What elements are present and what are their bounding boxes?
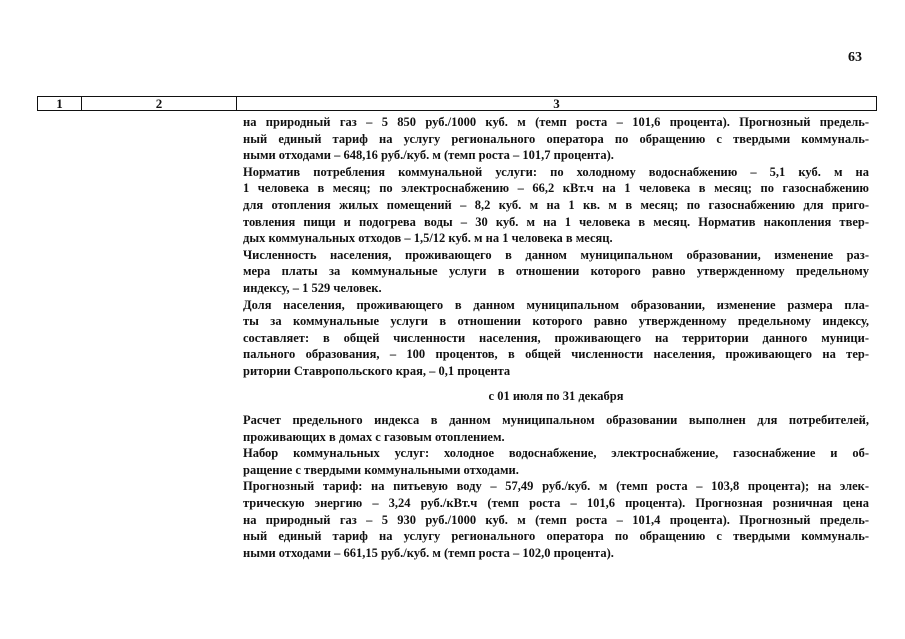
text-line: для отопления жилых помещений – 8,2 куб. м на 1 кв. м в месяц; по газоснабжению для приго-	[243, 197, 869, 212]
text-line: ный единый тариф на услугу регионального оператора по обращению с твердыми коммуналь-	[243, 529, 869, 544]
text-line: товления пищи и подогрева воды – 30 куб. м на 1 человека в месяц. Норматив накопления твер-	[243, 214, 869, 229]
paragraph-utility-set	[243, 445, 869, 478]
paragraph-forecast-tariff	[243, 478, 869, 561]
text-line: трическую энергию – 3,24 руб./кВт.ч (темп роста – 101,6 процента). Прогнозная розничная цена	[243, 496, 869, 511]
text-line: Численность населения, проживающего в данном муниципальном образовании, изменение раз-	[243, 247, 869, 262]
text-line: 1 человека в месяц; по электроснабжению – 66,2 кВт.ч на 1 человека в месяц; по газоснабжению	[243, 181, 869, 196]
column-header-table	[37, 96, 877, 111]
column-header-3: 3	[237, 97, 877, 111]
text-line: на природный газ – 5 930 руб./1000 куб. м (темп роста – 101,4 процента). Прогнозный предель-	[243, 512, 869, 527]
text-line: пального образования, – 100 процентов, в общей численности населения, проживающего на тер-	[243, 347, 869, 362]
text-line: мера платы за коммунальные услуги в отношении которого равно утвержденному предельному	[243, 264, 869, 279]
paragraph-consumption-norms	[243, 164, 869, 247]
text-line: ный единый тариф на услугу регионального оператора по обращению с твердыми коммуналь-	[243, 131, 869, 146]
text-line: Норматив потребления коммунальной услуги: по холодному водоснабжению – 5,1 куб. м на	[243, 164, 869, 179]
column-header-2: 2	[82, 97, 237, 111]
text-line: ритории Ставропольского края, – 0,1 процента	[243, 363, 511, 378]
text-line: Доля населения, проживающего в данном муниципальном образовании, изменение размера пла-	[243, 297, 869, 312]
period-heading: с 01 июля по 31 декабря	[488, 388, 624, 403]
text-line: проживающих в домах с газовым отоплением.	[243, 429, 505, 444]
paragraph-gas-tariff-end	[243, 114, 869, 164]
text-line: ными отходами – 661,15 руб./куб. м (темп роста – 102,0 процента).	[243, 545, 614, 560]
text-line: ращение с твердыми коммунальными отходами.	[243, 462, 519, 477]
paragraph-population-share	[243, 297, 869, 380]
paragraph-population-count	[243, 247, 869, 297]
column-header-row	[38, 97, 877, 111]
paragraph-index-calculation	[243, 412, 869, 445]
text-line: Прогнозный тариф: на питьевую воду – 57,49 руб./куб. м (темп роста – 103,8 процента); на элек-	[243, 479, 869, 494]
text-line: составляет: в общей численности населения, проживающего на территории данного муници-	[243, 330, 869, 345]
text-line: дых коммунальных отходов – 1,5/12 куб. м на 1 человека в месяц.	[243, 231, 613, 246]
column-3-content	[243, 114, 869, 561]
text-line: Расчет предельного индекса в данном муниципальном образовании выполнен для потребителей,	[243, 413, 869, 428]
text-line: на природный газ – 5 850 руб./1000 куб. м (темп роста – 101,6 процента). Прогнозный предель-	[243, 115, 869, 129]
text-line: ными отходами – 648,16 руб./куб. м (темп роста – 101,7 процента).	[243, 148, 614, 163]
text-line: ты за коммунальные услуги в отношении которого равно утвержденному предельному индексу,	[243, 314, 869, 329]
page-number: 63	[848, 50, 862, 65]
text-line: Набор коммунальных услуг: холодное водоснабжение, электроснабжение, газоснабжение и об-	[243, 446, 869, 461]
text-line: индексу, – 1 529 человек.	[243, 280, 382, 295]
column-header-1: 1	[38, 97, 82, 111]
